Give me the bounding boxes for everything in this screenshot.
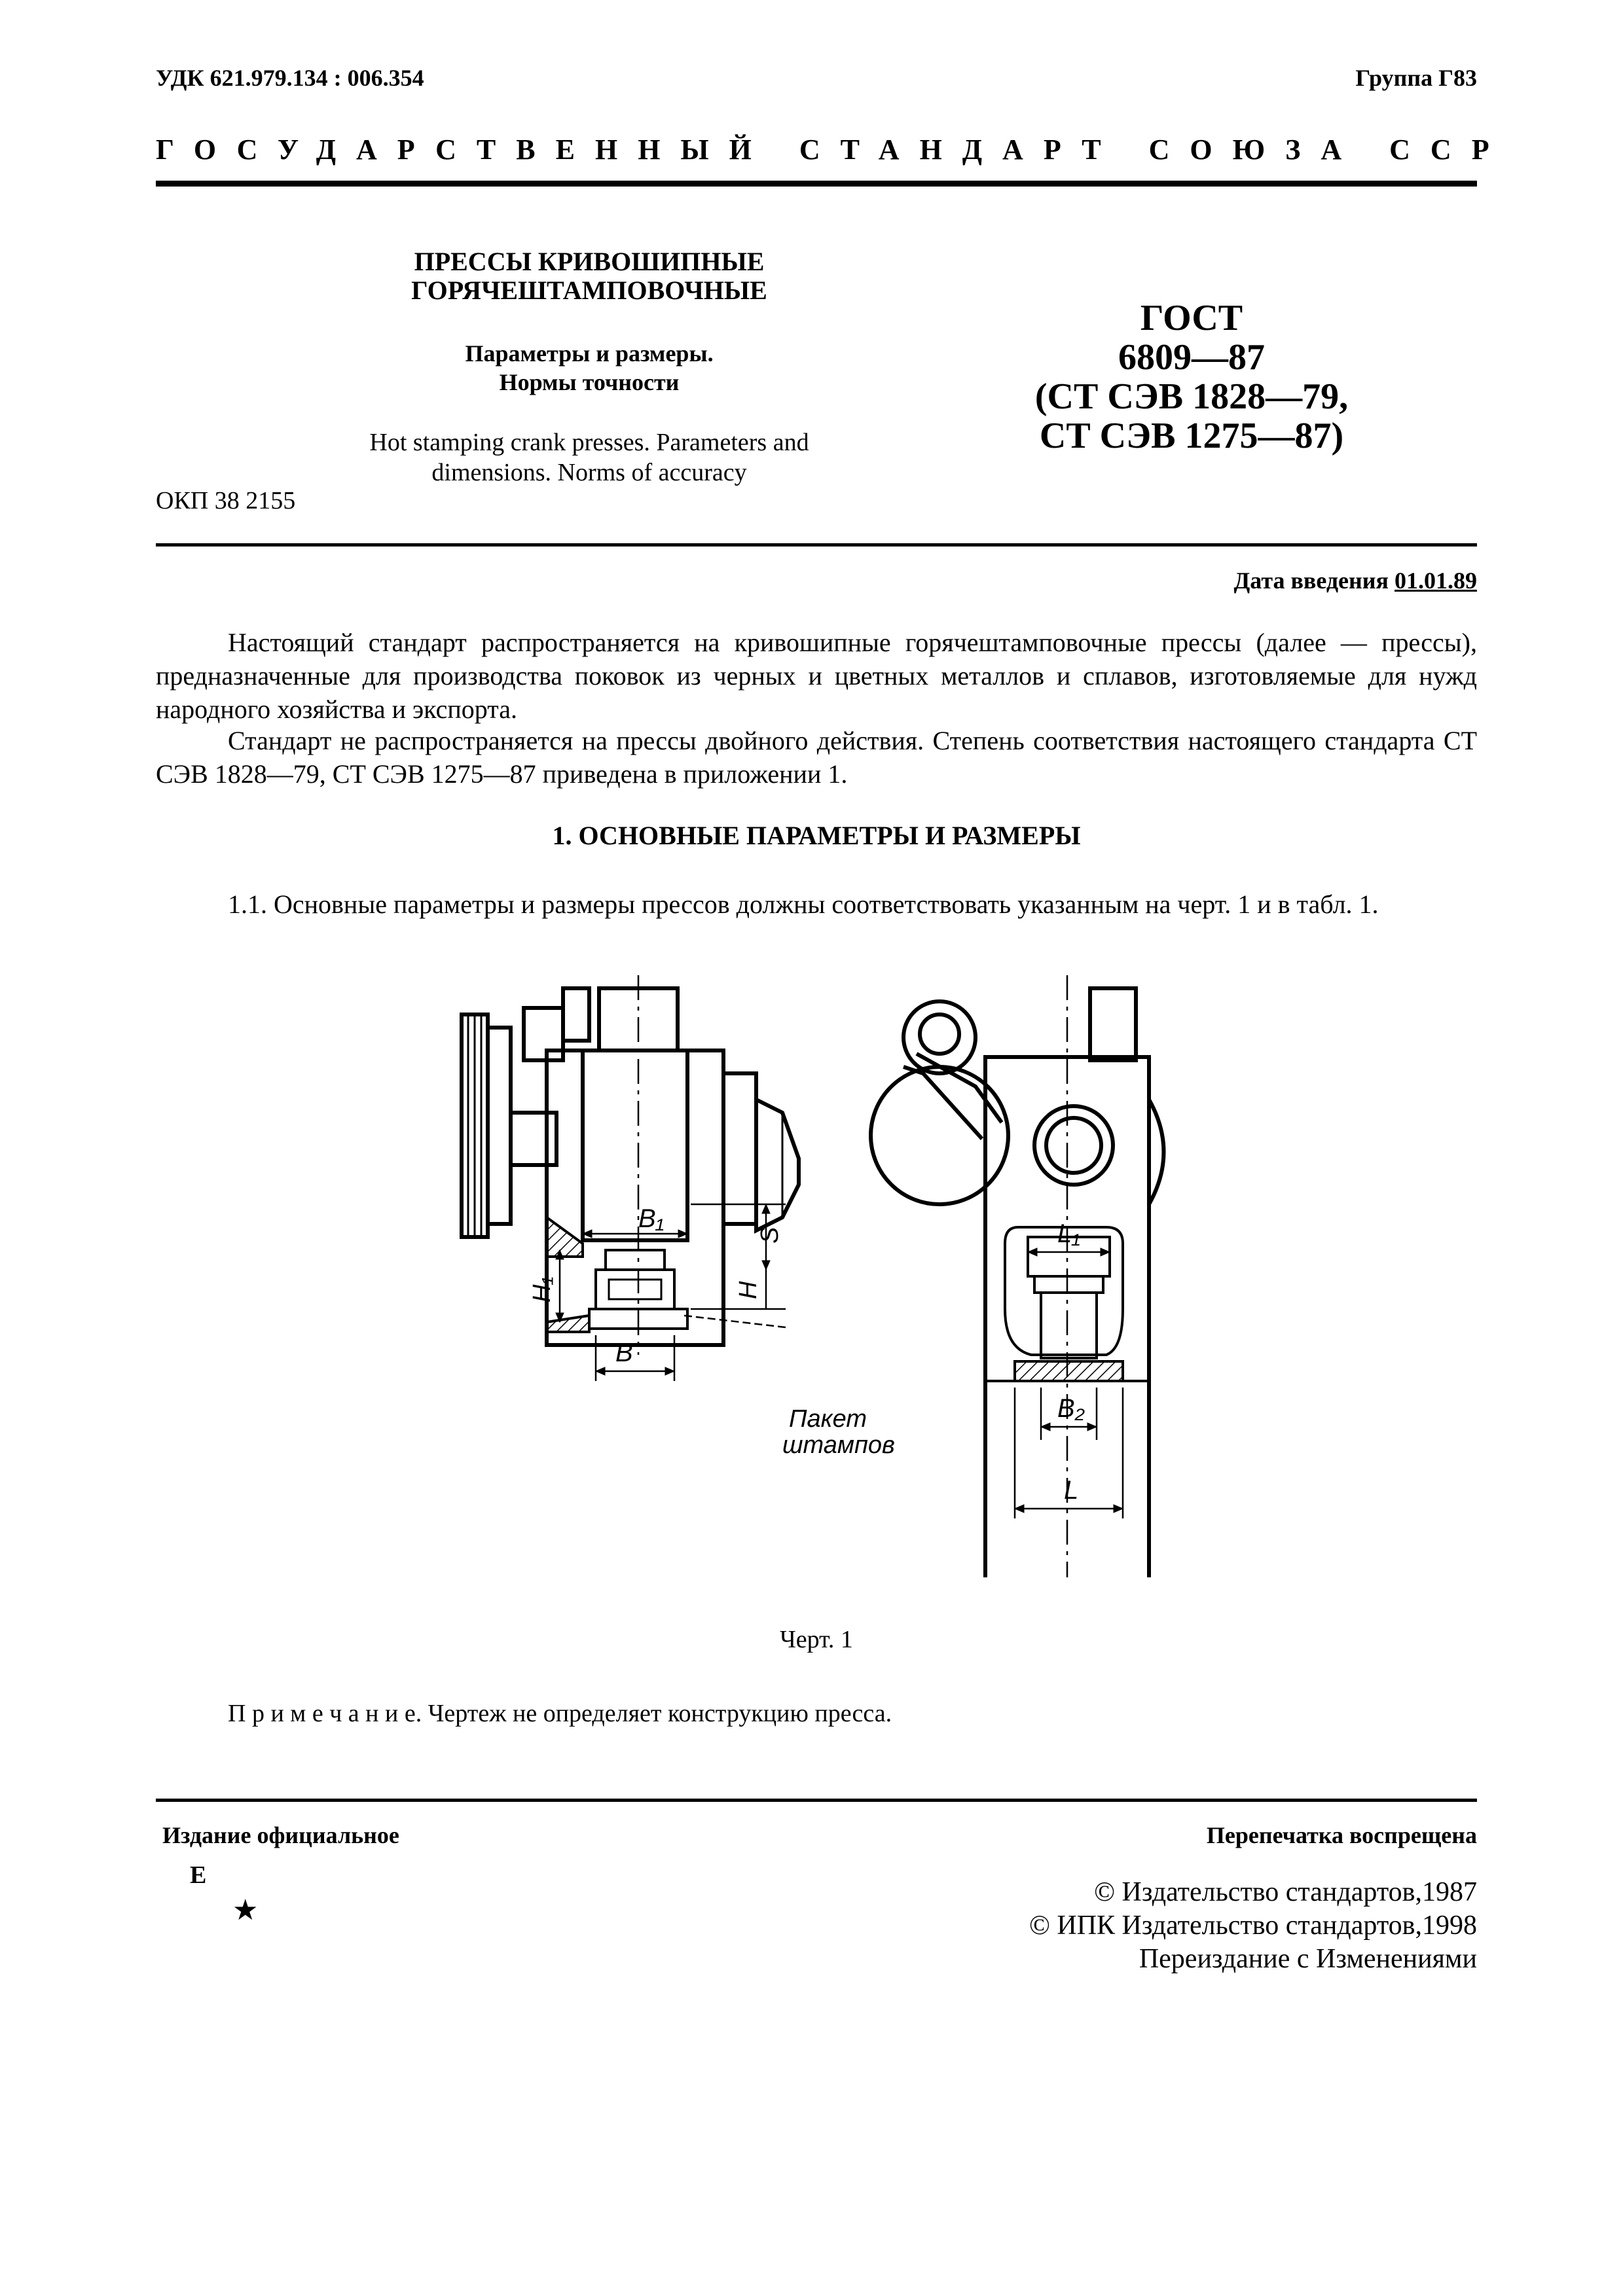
copyright-block [1029, 1876, 1477, 1976]
note-label: П р и м е ч а н и е. [228, 1700, 422, 1727]
reissue-note: Переиздание с Изменениями [1139, 1944, 1477, 1974]
gost-line-1: ГОСТ [1140, 298, 1243, 338]
introduction-date [1234, 567, 1478, 594]
star-mark: ★ [232, 1894, 259, 1926]
intro-date-label: Дата введения [1233, 567, 1389, 594]
figure-caption: Черт. 1 [780, 1626, 853, 1653]
copyright-1998: © ИПК Издательство стандартов,1998 [1029, 1910, 1477, 1941]
intro-date-value: 01.01.89 [1395, 567, 1477, 594]
slide [583, 1050, 687, 1240]
label-h1: H₁ [528, 1276, 556, 1302]
english-line-2: dimensions. Norms of accuracy [431, 459, 747, 486]
subtitle-line-2: Нормы точности [499, 369, 680, 395]
copyright-1987: © Издательство стандартов,1987 [1094, 1877, 1477, 1907]
document-subtitle [301, 339, 877, 397]
english-line-1: Hot stamping crank presses. Parameters and [369, 429, 809, 456]
label-l: L [1064, 1476, 1079, 1505]
footer-rule [156, 1799, 1477, 1802]
title-line-2: ГОРЯЧЕШТАМПОВОЧНЫЕ [411, 276, 767, 305]
flywheel-hub [488, 1028, 511, 1224]
edition-letter: E [190, 1861, 207, 1889]
press-drawing [419, 969, 1178, 1577]
state-standard-banner: ГОСУДАРСТВЕННЫЙ СТАНДАРТ СОЮЗА ССР [156, 134, 1510, 166]
label-b: B [615, 1338, 633, 1367]
header-rule [156, 181, 1477, 187]
group-code: Группа Г83 [1355, 65, 1477, 91]
subtitle-line-1: Параметры и размеры. [465, 340, 714, 367]
title-rule [156, 543, 1477, 547]
gost-number-block [1021, 298, 1362, 456]
flywheel-front [871, 1067, 1008, 1204]
gost-line-4: СТ СЭВ 1275—87) [1039, 416, 1344, 456]
paragraph-1-1: 1.1. Основные параметры и размеры прессов должны соответствовать указанным на черт. 1 и в табл. 1. [228, 889, 1379, 919]
reprint-prohibited: Перепечатка воспрещена [1206, 1822, 1477, 1848]
label-l1: L₁ [1057, 1219, 1080, 1248]
crank-eye [903, 1001, 976, 1073]
english-title [288, 427, 890, 488]
section-heading: 1. ОСНОВНЫЕ ПАРАМЕТРЫ И РАЗМЕРЫ [552, 821, 1081, 850]
brake-cone [756, 1100, 799, 1230]
okp-code: ОКП 38 2155 [156, 487, 296, 514]
label-shtampov: штампов [782, 1431, 895, 1459]
udk-code: УДК 621.979.134 : 006.354 [156, 65, 424, 91]
document-title [301, 247, 877, 305]
label-b1: B₁ [638, 1204, 665, 1233]
label-s: S [756, 1227, 784, 1244]
label-h: H [735, 1281, 762, 1299]
note [228, 1699, 892, 1728]
gost-line-3: (СТ СЭВ 1828—79, [1034, 376, 1349, 417]
press-frame [547, 1050, 723, 1345]
front-view [871, 975, 1164, 1577]
label-paket: Пакет [789, 1405, 867, 1433]
side-view [462, 975, 799, 1381]
note-text: Чертеж не определяет конструкцию пресса. [428, 1700, 892, 1727]
paragraph-exclusion: Стандарт не распространяется на прессы двойного действия. Степень соответствия настоящего стандарта СТ СЭВ 1828—79, СТ СЭВ 1275—87 приведена в приложении 1. [156, 726, 1477, 789]
paragraph-scope: Настоящий стандарт распространяется на кривошипные горячештамповочные прессы (далее — прессы), предназначенные для производства поковок из черных и цветных металлов и сплавов, изготовляемые для нужд народного хозяйства и экспорта. [156, 628, 1477, 724]
title-line-1: ПРЕССЫ КРИВОШИПНЫЕ [414, 247, 765, 276]
official-edition: Издание официальное [162, 1822, 399, 1848]
gost-line-2: 6809—87 [1118, 337, 1265, 378]
label-b2: B₂ [1057, 1394, 1085, 1423]
